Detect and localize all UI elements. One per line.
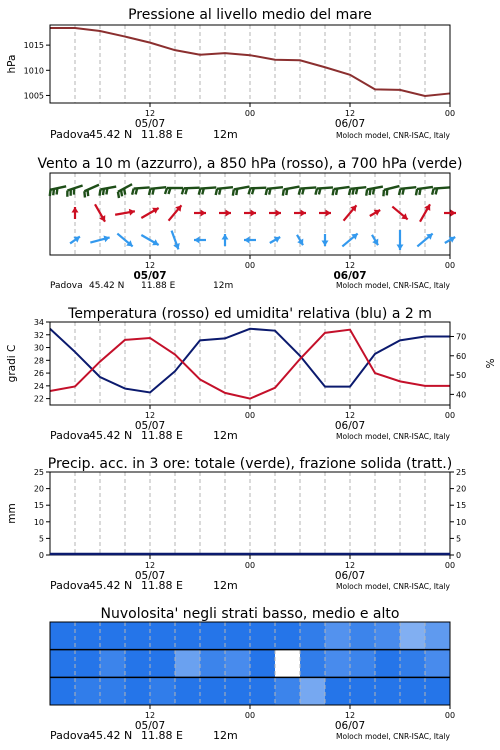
wind-700-barb-flag [319,188,321,194]
wind-700-barb-flag [118,192,119,198]
temp-x-tick-label: 12 [144,411,156,420]
pressure-x-tick-label: 00 [444,109,456,118]
cloud-cell-alto [375,622,400,650]
cloud-footer-model: Moloch model, CNR-ISAC, Italy [336,732,450,741]
pressure-footer-lat: 45.42 N [89,128,133,141]
wind-700-barb-flag [269,188,270,194]
precip-y-tick-label: 20 [33,484,44,494]
cloud-cell-alto [275,622,300,650]
wind-700-barb-flag [370,189,371,195]
precip-y-label: mm [6,503,18,524]
cloud-cell-basso [75,677,100,705]
cloud-cell-alto [250,622,275,650]
cloud-cell-alto [200,622,225,650]
pressure-footer-lon: 11.88 E [141,128,183,141]
precip-y2-tick-label: 0 [456,551,462,560]
wind-10m-arrow-head [397,245,404,251]
wind-700-barb-flag [88,190,89,196]
temp-footer-elev: 12m [213,429,238,442]
wind-700-barb-flag [315,189,317,195]
wind-700-barb-flag [165,188,167,194]
cloud-cell-alto [175,622,200,650]
precip-x-tick-label: 12 [344,561,356,570]
precip-footer-location: Padova [50,579,90,592]
cloud-cell-alto [300,622,325,650]
cloud-cell-basso [150,677,175,705]
humidity-y-tick-label: 70 [456,332,467,342]
precip-y-tick-label: 15 [33,501,44,511]
wind-footer-location: Padova [50,281,83,291]
temp-title: Temperatura (rosso) ed umidita' relativa (blu) a 2 m [68,306,432,322]
temp-x-tick-label: 12 [344,411,356,420]
wind-footer-model: Moloch model, CNR-ISAC, Italy [336,281,450,290]
cloud-x-tick-label: 00 [444,711,456,720]
pressure-y-tick-label: 1010 [23,66,44,76]
cloud-cell-alto [350,622,375,650]
cloud-cell-medio [175,650,200,678]
wind-700-barb-flag [216,189,217,195]
cloud-cell-alto [225,622,250,650]
wind-700-barb-flag [366,189,367,195]
wind-10m-arrow-head [103,235,109,242]
cloud-cell-basso [400,677,425,705]
wind-700-barb-flag [402,188,403,194]
cloud-x-tick-label: 00 [244,711,256,720]
pressure-footer-elev: 12m [213,128,238,141]
cloud-cell-alto [75,622,100,650]
wind-x-tick-label: 00 [444,261,456,270]
precip-x-date-label: 06/07 [334,570,366,582]
wind-700-barb-flag [53,189,54,195]
temp-x-date-label: 06/07 [334,420,366,432]
cloud-cell-alto [400,622,425,650]
wind-700-barb-flag [57,188,58,194]
pressure-footer-model: Moloch model, CNR-ISAC, Italy [336,131,450,140]
wind-700-barb-flag [152,188,153,194]
pressure-x-date-label: 05/07 [134,118,166,130]
wind-850-arrow-head [72,207,79,213]
temp-y-label: gradi C [6,344,18,383]
cloud-cell-alto [125,622,150,650]
wind-700-barb-flag [124,188,125,194]
wind-700-barb-flag [132,189,134,195]
precip-footer-lon: 11.88 E [141,579,183,592]
precip-y2-tick-label: 15 [456,501,467,511]
temp-footer-model: Moloch model, CNR-ISAC, Italy [336,432,450,441]
cloud-cell-medio [300,650,325,678]
wind-700-barb-flag [283,189,284,195]
wind-footer-elev: 12m [213,281,234,291]
cloud-footer-location: Padova [50,729,90,742]
cloud-cell-alto [100,622,125,650]
cloud-cell-basso [225,677,250,705]
cloud-title: Nuvolosita' negli strati basso, medio e alto [100,606,400,622]
precip-x-tick-label: 00 [244,561,256,570]
wind-700-barb-flag [333,189,334,195]
wind-700-barb-flag [100,189,101,195]
wind-700-barb-flag [299,189,301,195]
wind-700-barb-flag [416,189,417,195]
temp-y-tick-label: 28 [33,356,44,366]
precip-footer-model: Moloch model, CNR-ISAC, Italy [336,582,450,591]
humidity-y-tick-label: 50 [456,371,467,381]
humidity-y-tick-label: 40 [456,390,467,400]
cloud-x-date-label: 05/07 [134,720,166,732]
wind-x-tick-label: 12 [344,261,356,270]
temp-footer-location: Padova [50,429,90,442]
wind-700-barb-flag [249,188,251,194]
wind-850-arrow-head [326,210,332,217]
wind-850-arrow-head [451,210,457,217]
cloud-cell-basso [50,677,75,705]
cloud-cell-basso [200,677,225,705]
temp-x-tick-label: 00 [444,411,456,420]
cloud-cell-medio [100,650,125,678]
cloud-footer-lon: 11.88 E [141,729,183,742]
cloud-cell-basso [275,677,300,705]
cloud-cell-basso [125,677,150,705]
wind-700-barb-flag [349,189,350,195]
pressure-x-tick-label: 00 [244,109,256,118]
cloud-x-date-label: 06/07 [334,720,366,732]
precip-y-tick-label: 5 [38,534,44,544]
wind-footer-lat: 45.42 N [89,281,125,291]
precip-x-tick-label: 12 [144,561,156,570]
wind-700-barb-flag [419,189,420,195]
wind-footer-lon: 11.88 E [141,281,176,291]
precip-y2-tick-label: 25 [456,468,467,477]
cloud-cell-alto [425,622,450,650]
cloud-cell-alto [50,622,75,650]
wind-850-arrow-head [251,210,257,217]
cloud-cell-medio [400,650,425,678]
wind-850-arrow-head [226,210,232,217]
precip-y-tick-label: 0 [38,551,44,560]
temp-y-tick-label: 30 [33,343,44,353]
wind-10m-arrow-head [194,237,200,244]
wind-700-barb-flag [302,188,304,194]
wind-850-arrow-head [276,210,282,217]
cloud-cell-medio [350,650,375,678]
temp-y-tick-label: 22 [33,394,44,404]
pressure-footer-location: Padova [50,128,90,141]
wind-700-barb-flag [432,189,434,195]
temp-y-tick-label: 32 [33,330,44,340]
wind-700-barb-flag [199,189,201,195]
wind-700-barb-flag [149,189,150,195]
wind-850-arrow-head [201,210,207,217]
temp-footer-lat: 45.42 N [89,429,133,442]
cloud-cell-medio [225,650,250,678]
precip-title: Precip. acc. in 3 ore: totale (verde), frazione solida (tratt.) [47,456,453,472]
wind-700-barb-flag [336,189,337,195]
humidity-y-tick-label: 60 [456,351,467,361]
wind-700-barb-flag [286,189,287,195]
precip-y2-tick-label: 20 [456,484,467,494]
wind-x-tick-label: 00 [244,261,256,270]
wind-700-barb-flag [352,188,353,194]
cloud-cell-medio [325,650,350,678]
wind-10m-arrow-head [222,234,229,240]
cloud-footer-elev: 12m [213,729,238,742]
wind-700-barb-flag [356,188,357,194]
cloud-cell-basso [175,677,200,705]
temp-footer-lon: 11.88 E [141,429,183,442]
cloud-cell-alto [325,622,350,650]
temp-y-tick-label: 26 [33,369,44,379]
cloud-cell-medio [75,650,100,678]
cloud-cell-medio [375,650,400,678]
humidity-y-label: % [483,358,495,369]
wind-700-barb-flag [106,188,107,194]
pressure-x-tick-label: 12 [344,109,356,118]
wind-700-barb-flag [84,191,85,197]
wind-700-barb-flag [202,188,204,194]
wind-700-barb-flag [121,190,122,196]
pressure-x-date-label: 06/07 [334,118,366,130]
cloud-cell-medio [50,650,75,678]
cloud-cell-basso [300,677,325,705]
cloud-cell-medio [150,650,175,678]
precip-footer-lat: 45.42 N [89,579,133,592]
wind-700-barb-flag [373,188,374,194]
cloud-x-tick-label: 12 [144,711,156,720]
temp-y-tick-label: 34 [33,318,44,327]
wind-10m-arrow-head [322,241,329,247]
wind-700-barb-flag [436,188,438,194]
cloud-cell-basso [425,677,450,705]
wind-700-barb-flag [233,189,234,195]
cloud-cell-basso [375,677,400,705]
temp-x-tick-label: 00 [244,411,256,420]
precip-x-tick-label: 00 [444,561,456,570]
precip-y-tick-label: 25 [33,468,44,477]
cloud-cell-medio [125,650,150,678]
wind-700-barb-flag [103,189,104,195]
cloud-cell-medio [425,650,450,678]
temp-x-date-label: 05/07 [134,420,166,432]
cloud-x-tick-label: 12 [344,711,356,720]
cloud-cell-medio [250,650,275,678]
wind-850-arrow-head [301,210,307,217]
precip-y2-tick-label: 10 [456,517,467,527]
pressure-y-tick-label: 1015 [23,41,44,51]
cloud-cell-alto [150,622,175,650]
cloud-cell-basso [250,677,275,705]
wind-x-date-label: 05/07 [133,270,167,282]
cloud-cell-basso [350,677,375,705]
wind-700-barb-flag [219,188,220,194]
precip-footer-elev: 12m [213,579,238,592]
precip-y-tick-label: 10 [33,517,44,527]
wind-700-barb-flag [266,189,267,195]
cloud-footer-lat: 45.42 N [89,729,133,742]
pressure-y-label: hPa [6,54,18,74]
cloud-cell-basso [325,677,350,705]
pressure-x-tick-label: 12 [144,109,156,118]
pressure-title: Pressione al livello medio del mare [128,7,372,23]
wind-x-tick-label: 12 [144,261,156,270]
cloud-cell-basso [100,677,125,705]
wind-700-barb-flag [50,190,51,196]
wind-700-barb-flag [399,189,400,195]
wind-x-date-label: 06/07 [333,270,367,282]
wind-title: Vento a 10 m (azzurro), a 850 hPa (rosso), a 700 hPa (verde) [37,156,463,172]
wind-10m-arrow-head [244,237,250,244]
temp-y-tick-label: 24 [33,381,44,391]
precip-x-date-label: 05/07 [134,570,166,582]
pressure-y-tick-label: 1005 [23,91,44,101]
cloud-cell-medio [200,650,225,678]
precip-y2-tick-label: 5 [456,534,462,544]
wind-700-barb-flag [136,188,138,194]
cloud-cell-medio [275,650,300,678]
wind-700-barb-flag [236,189,237,195]
